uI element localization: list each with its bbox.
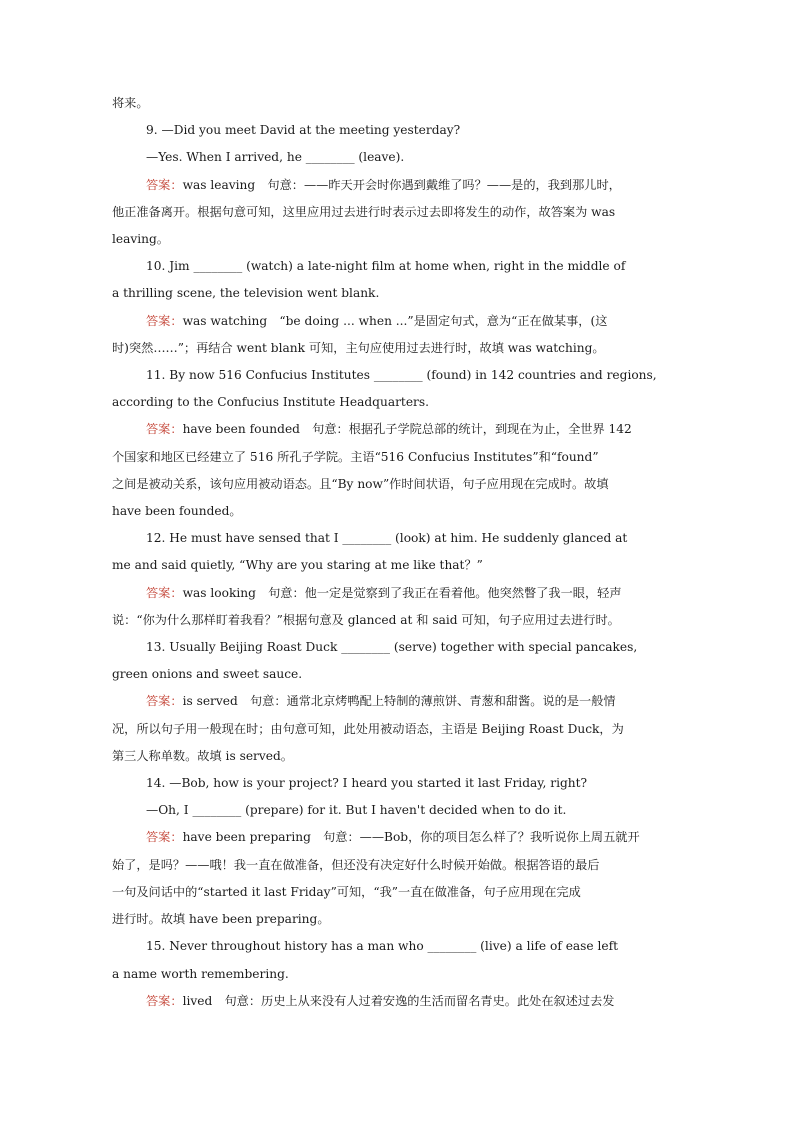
- text-line: [112, 852, 680, 879]
- text-line: [112, 797, 680, 824]
- line-text: 始了，是吗？——哦！我一直在做准备，但还没有决定好什么时候开始做。根据答语的最后: [112, 857, 600, 872]
- answer-line: [112, 988, 680, 1015]
- text-line: [112, 607, 680, 634]
- answer-label: 答案：: [146, 585, 183, 600]
- line-text: 第三人称单数。故填 is served。: [112, 748, 293, 763]
- text-line: [112, 471, 680, 498]
- line-text: 9. —Did you meet David at the meeting yesterday?: [146, 123, 461, 138]
- line-text: a name worth remembering.: [112, 966, 289, 981]
- text-line: [112, 389, 680, 416]
- answer-line: [112, 580, 680, 607]
- answer-line: [112, 416, 680, 443]
- text-line: [112, 90, 680, 117]
- line-text: —Oh, I ________ (prepare) for it. But I haven't decided when to do it.: [146, 803, 567, 818]
- answer-line: [112, 172, 680, 199]
- line-text: lived 句意：历史上从来没有人过着安逸的生活而留名青史。此处在叙述过去发: [182, 993, 615, 1008]
- line-text: a thrilling scene, the television went blank.: [112, 286, 380, 301]
- answer-label: 答案：: [146, 993, 183, 1008]
- line-text: have been founded。: [112, 504, 242, 519]
- document-body: [112, 90, 680, 1015]
- line-text: —Yes. When I arrived, he ________ (leave).: [146, 150, 405, 165]
- line-text: 进行时。故填 have been preparing。: [112, 912, 330, 927]
- text-line: [112, 770, 680, 797]
- text-line: [112, 335, 680, 362]
- text-line: [112, 525, 680, 552]
- line-text: was leaving 句意：——昨天开会时你遇到戴维了吗？——是的，我到那儿时，: [182, 177, 621, 192]
- text-line: [112, 961, 680, 988]
- line-text: 说：“你为什么那样盯着我看？”根据句意及 glanced at 和 said 可知，句子应用过去进行时。: [112, 612, 620, 627]
- answer-line: [112, 688, 680, 715]
- line-text: 一句及问话中的“started it last Friday”可知，“我”一直在做准备，句子应用现在完成: [112, 884, 581, 899]
- line-text: 14. —Bob, how is your project? I heard you started it last Friday, right?: [146, 776, 588, 791]
- line-text: 将来。: [112, 96, 149, 110]
- line-text: me and said quietly, “Why are you staring at me like that？”: [112, 558, 483, 573]
- text-line: [112, 906, 680, 933]
- line-text: 15. Never throughout history has a man who ________ (live) a life of ease left: [146, 939, 619, 954]
- line-text: 13. Usually Beijing Roast Duck ________ (serve) together with special pancakes,: [146, 640, 638, 655]
- line-text: 他正准备离开。根据句意可知，这里应用过去进行时表示过去即将发生的动作，故答案为 was: [112, 204, 616, 219]
- answer-label: 答案：: [146, 422, 183, 437]
- answer-label: 答案：: [146, 694, 183, 709]
- answer-line: [112, 824, 680, 851]
- text-line: [112, 280, 680, 307]
- text-line: [112, 253, 680, 280]
- line-text: 11. By now 516 Confucius Institutes ________ (found) in 142 countries and regions,: [146, 368, 657, 383]
- answer-line: [112, 308, 680, 335]
- text-line: [112, 716, 680, 743]
- line-text: leaving。: [112, 232, 169, 247]
- text-line: [112, 743, 680, 770]
- line-text: 况，所以句子用一般现在时；由句意可知，此处用被动语态，主语是 Beijing Roast Duck，为: [112, 721, 624, 736]
- text-line: [112, 444, 680, 471]
- text-line: [112, 879, 680, 906]
- text-line: [112, 144, 680, 171]
- text-line: [112, 661, 680, 688]
- line-text: 时)突然……”；再结合 went blank 可知，主句应使用过去进行时，故填 was watching。: [112, 340, 605, 355]
- text-line: [112, 117, 680, 144]
- text-line: [112, 933, 680, 960]
- line-text: was looking 句意：他一定是觉察到了我正在看着他。他突然瞥了我一眼，轻声: [182, 585, 622, 600]
- line-text: have been founded 句意：根据孔子学院总部的统计，到现在为止，全世界 142: [182, 422, 632, 437]
- text-line: [112, 552, 680, 579]
- line-text: 10. Jim ________ (watch) a late-night film at home when, right in the middle of: [146, 259, 626, 274]
- text-line: [112, 199, 680, 226]
- line-text: have been preparing 句意：——Bob，你的项目怎么样了？我听说你上周五就开: [182, 830, 640, 845]
- text-line: [112, 634, 680, 661]
- text-line: [112, 226, 680, 253]
- text-line: [112, 362, 680, 389]
- line-text: 之间是被动关系，该句应用被动语态。且“By now”作时间状语，句子应用现在完成时。故填: [112, 476, 609, 491]
- line-text: green onions and sweet sauce.: [112, 667, 303, 682]
- line-text: according to the Confucius Institute Headquarters.: [112, 395, 429, 410]
- line-text: 个国家和地区已经建立了 516 所孔子学院。主语“516 Confucius Institutes”和“found”: [112, 449, 599, 464]
- line-text: is served 句意：通常北京烤鸭配上特制的薄煎饼、青葱和甜酱。说的是一般情: [182, 694, 616, 709]
- line-text: 12. He must have sensed that I ________ (look) at him. He suddenly glanced at: [146, 531, 628, 546]
- answer-label: 答案：: [146, 313, 183, 328]
- answer-label: 答案：: [146, 177, 183, 192]
- line-text: was watching “be doing ... when ...”是固定句式，意为“正在做某事，(这: [182, 313, 608, 328]
- answer-label: 答案：: [146, 830, 183, 845]
- text-line: [112, 498, 680, 525]
